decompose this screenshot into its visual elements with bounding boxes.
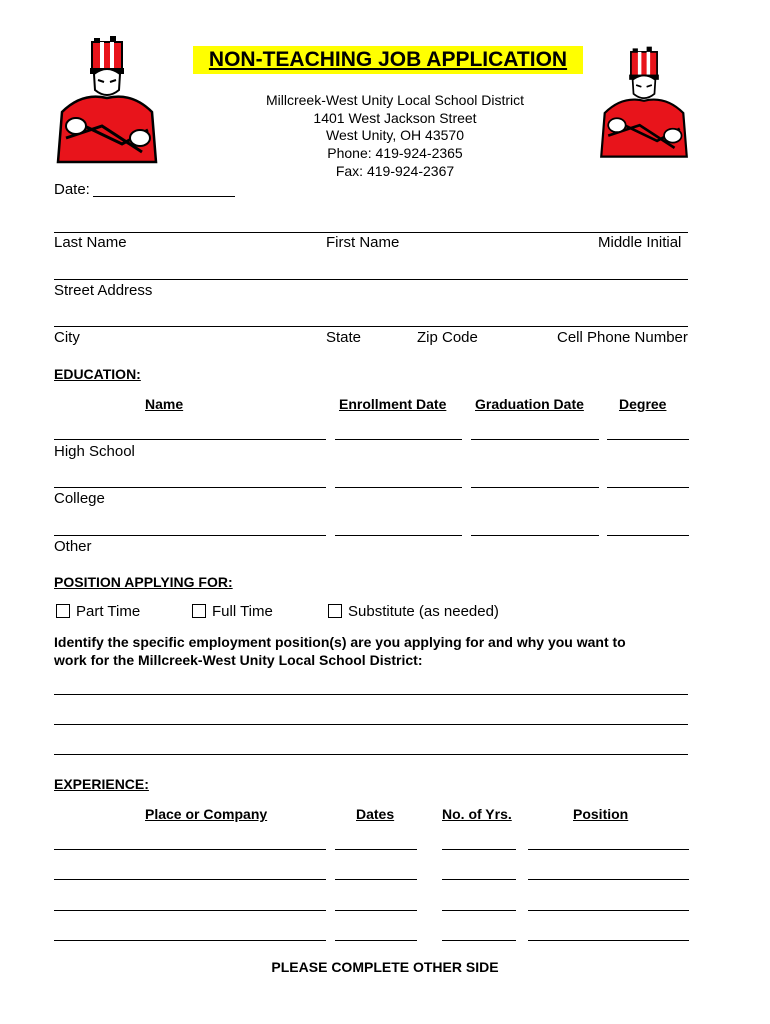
mascot-logo-left [52, 34, 162, 174]
part-time-checkbox[interactable] [56, 604, 70, 618]
experience-position-field[interactable] [528, 910, 689, 911]
high-school-degree-field[interactable] [607, 439, 689, 440]
full-time-label: Full Time [212, 603, 273, 620]
college-name-field[interactable] [54, 487, 326, 488]
experience-heading: EXPERIENCE: [54, 776, 149, 792]
date-field[interactable] [93, 196, 235, 197]
middle-initial-label: Middle Initial [598, 234, 682, 251]
position-heading: POSITION APPLYING FOR: [54, 574, 233, 590]
experience-place-field[interactable] [54, 849, 326, 850]
college-label: College [54, 490, 105, 507]
experience-years-field[interactable] [442, 849, 516, 850]
state-label: State [326, 329, 362, 346]
last-name-label: Last Name [54, 234, 127, 251]
education-col-degree: Degree [619, 396, 667, 412]
district-phone: Phone: 419-924-2365 [327, 145, 463, 161]
experience-position-field[interactable] [528, 849, 689, 850]
college-enrollment-field[interactable] [335, 487, 462, 488]
full-time-checkbox[interactable] [192, 604, 206, 618]
form-title: NON-TEACHING JOB APPLICATION [193, 46, 583, 74]
part-time-label: Part Time [76, 603, 141, 620]
identify-answer-line-3[interactable] [54, 754, 688, 755]
district-street: 1401 West Jackson Street [313, 110, 477, 126]
experience-years-field[interactable] [442, 910, 516, 911]
high-school-label: High School [54, 443, 135, 460]
other-name-field[interactable] [54, 535, 326, 536]
high-school-enrollment-field[interactable] [335, 439, 462, 440]
college-graduation-field[interactable] [471, 487, 599, 488]
street-address-field[interactable] [54, 279, 688, 280]
mascot-logo-right [596, 44, 692, 168]
education-col-enrollment: Enrollment Date [339, 396, 447, 412]
high-school-name-field[interactable] [54, 439, 326, 440]
date-label: Date: [54, 181, 90, 198]
education-heading: EDUCATION: [54, 366, 141, 382]
identify-answer-line-2[interactable] [54, 724, 688, 725]
experience-dates-field[interactable] [335, 849, 417, 850]
other-enrollment-field[interactable] [335, 535, 462, 536]
substitute-checkbox[interactable] [328, 604, 342, 618]
experience-years-field[interactable] [442, 940, 516, 941]
experience-place-field[interactable] [54, 940, 326, 941]
experience-dates-field[interactable] [335, 940, 417, 941]
other-graduation-field[interactable] [471, 535, 599, 536]
education-col-name: Name [145, 396, 184, 412]
district-name: Millcreek-West Unity Local School District [265, 92, 525, 108]
other-label: Other [54, 538, 92, 555]
identify-prompt-line1: Identify the specific employment position(s) are you applying for and why you want to [54, 634, 626, 650]
city-state-zip-field[interactable] [54, 326, 688, 327]
experience-place-field[interactable] [54, 879, 326, 880]
experience-col-dates: Dates [356, 806, 395, 822]
footer-note: PLEASE COMPLETE OTHER SIDE [271, 959, 499, 975]
district-city: West Unity, OH 43570 [326, 127, 464, 143]
other-degree-field[interactable] [607, 535, 689, 536]
identify-answer-line-1[interactable] [54, 694, 688, 695]
zip-code-label: Zip Code [417, 329, 478, 346]
experience-col-years: No. of Yrs. [442, 806, 512, 822]
cell-phone-label: Cell Phone Number [557, 329, 688, 346]
district-fax: Fax: 419-924-2367 [335, 163, 455, 179]
experience-place-field[interactable] [54, 910, 326, 911]
city-label: City [54, 329, 80, 346]
street-address-label: Street Address [54, 282, 153, 299]
education-col-graduation: Graduation Date [475, 396, 584, 412]
experience-dates-field[interactable] [335, 910, 417, 911]
experience-col-place: Place or Company [145, 806, 268, 822]
experience-years-field[interactable] [442, 879, 516, 880]
experience-position-field[interactable] [528, 879, 689, 880]
high-school-graduation-field[interactable] [471, 439, 599, 440]
substitute-label: Substitute (as needed) [348, 603, 499, 620]
experience-col-position: Position [573, 806, 629, 822]
name-field[interactable] [54, 232, 688, 233]
college-degree-field[interactable] [607, 487, 689, 488]
identify-prompt-line2: work for the Millcreek-West Unity Local School District: [54, 652, 423, 668]
experience-position-field[interactable] [528, 940, 689, 941]
first-name-label: First Name [326, 234, 400, 251]
experience-dates-field[interactable] [335, 879, 417, 880]
